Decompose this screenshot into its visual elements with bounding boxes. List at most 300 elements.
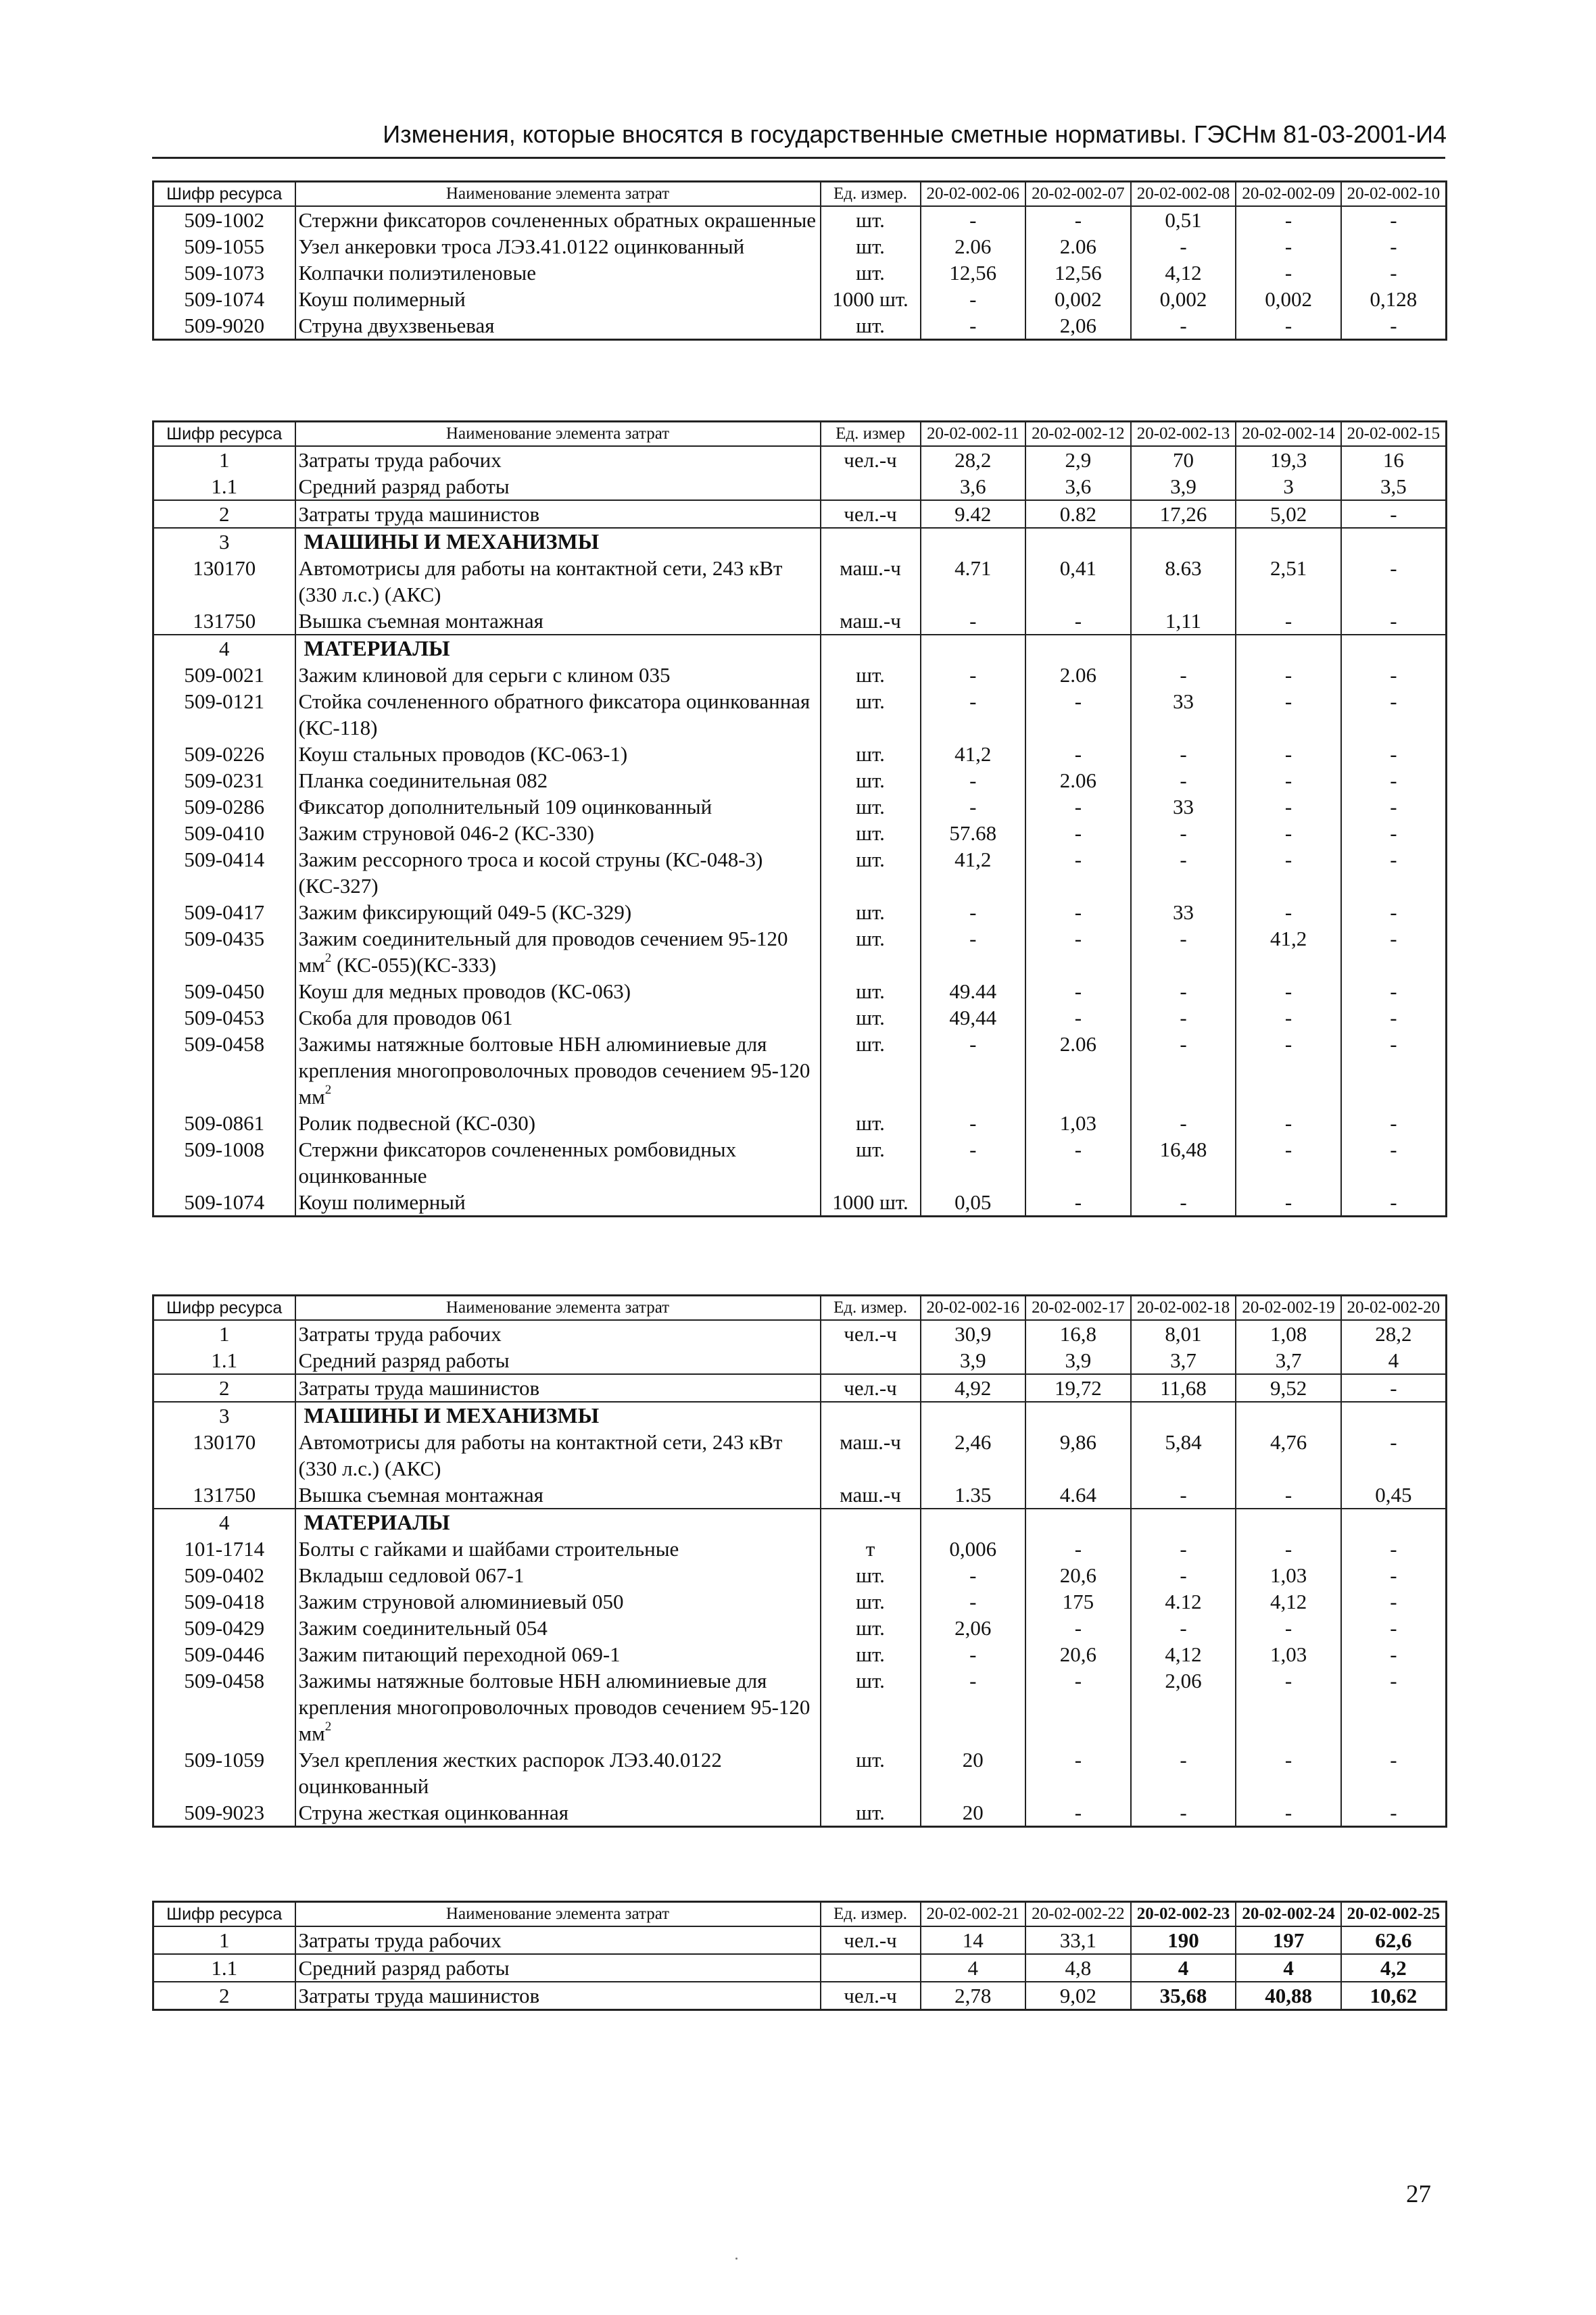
unit-of-measure <box>821 473 921 500</box>
resource-name <box>295 1189 821 1217</box>
table-row <box>153 1004 1447 1031</box>
norm-value: - <box>1131 1747 1236 1799</box>
table-row <box>153 1667 1447 1747</box>
column-header-norm-code: 20-02-002-19 <box>1236 1296 1341 1321</box>
norm-value: 2,06 <box>1025 312 1131 340</box>
norm-value: 2,06 <box>921 1615 1026 1641</box>
norm-value: - <box>1236 1004 1341 1031</box>
resource-name <box>295 635 821 662</box>
norm-value: - <box>921 1562 1026 1588</box>
column-header-cipher: Шифр ресурса <box>153 1902 295 1927</box>
resource-table <box>152 420 1447 1217</box>
norm-value: - <box>1390 1748 1397 1772</box>
page-header-title: Изменения, которые вносятся в государственные сметные нормативы. ГЭСНм 81-03-2001-И4 <box>383 120 1447 148</box>
resource-name <box>295 446 821 473</box>
resource-name-text: Затраты труда машинистов <box>298 1984 540 2007</box>
norm-value: 2.06 <box>1025 662 1131 688</box>
table-row <box>153 1747 1447 1799</box>
norm-value <box>1025 1402 1131 1429</box>
norm-value: - <box>1390 208 1397 232</box>
resource-code: 131750 <box>153 1482 295 1509</box>
norm-value: - <box>1236 899 1341 925</box>
column-header-norm-code: 20-02-002-06 <box>921 182 1026 207</box>
resource-name-text: Стержни фиксаторов сочлененных обратных окрашенные <box>298 208 817 232</box>
norm-value: - <box>921 794 1026 820</box>
norm-value: 49,44 <box>921 1004 1026 1031</box>
resource-name-text: Ролик подвесной (КС-030) <box>298 1111 536 1135</box>
norm-value: 3,9 <box>1131 473 1236 500</box>
unit-of-measure: шт. <box>821 925 921 978</box>
resource-code: 509-0021 <box>184 663 265 687</box>
norm-value: - <box>921 688 1026 741</box>
resource-code: 509-0231 <box>184 769 265 792</box>
norm-value: 3,9 <box>1025 1347 1131 1374</box>
norm-value: - <box>1025 846 1131 899</box>
norm-value: - <box>1236 1747 1341 1799</box>
resource-name <box>295 794 821 820</box>
norm-value: - <box>921 312 1026 340</box>
resource-name <box>295 1004 821 1031</box>
norm-value: - <box>1025 1667 1131 1747</box>
resource-name <box>295 555 821 608</box>
resource-name-text: Зажим клиновой для серьги с клином 035 <box>298 663 671 687</box>
resource-name <box>295 1641 821 1667</box>
norm-value: - <box>1390 795 1397 819</box>
table-row <box>153 1136 1447 1189</box>
resource-name-text: Автомотрисы для работы на контактной сети, 243 кВт (330 л.с.) (АКС) <box>298 556 783 606</box>
norm-value: 0,45 <box>1341 1482 1447 1509</box>
norm-value: 33 <box>1131 794 1236 820</box>
resource-name-text: МАТЕРИАЛЫ <box>304 1510 450 1534</box>
unit-of-measure: шт. <box>821 1136 921 1189</box>
resource-name <box>295 608 821 635</box>
norm-value <box>1236 528 1341 555</box>
column-header-norm-code: 20-02-002-20 <box>1341 1296 1447 1321</box>
norm-value: - <box>921 925 1026 978</box>
norm-value: 33 <box>1131 899 1236 925</box>
column-header-norm-code: 20-02-002-07 <box>1025 182 1131 207</box>
norm-value: - <box>1390 663 1397 687</box>
resource-name-text: МАШИНЫ И МЕХАНИЗМЫ <box>304 529 600 554</box>
norm-value: 16,48 <box>1131 1136 1236 1189</box>
norm-value: - <box>921 1110 1026 1136</box>
unit-of-measure <box>821 1347 921 1374</box>
superscript: 2 <box>324 1083 332 1097</box>
norm-value <box>1236 635 1341 662</box>
resource-name <box>295 1982 821 2010</box>
norm-value: 4,2 <box>1341 1954 1447 1982</box>
resource-name <box>295 286 821 312</box>
norm-value: 0,51 <box>1131 206 1236 233</box>
norm-value: - <box>1025 1747 1131 1799</box>
table-row <box>153 1615 1447 1641</box>
norm-value: - <box>1131 1562 1236 1588</box>
resource-name-text: Средний разряд работы <box>298 1348 510 1372</box>
norm-value <box>1025 635 1131 662</box>
table-row <box>153 1954 1447 1982</box>
unit-of-measure: чел.-ч <box>821 1320 921 1347</box>
norm-value: - <box>1236 1136 1341 1189</box>
table-row <box>153 635 1447 662</box>
norm-value: - <box>1390 821 1397 845</box>
norm-value: - <box>1341 608 1447 635</box>
norm-value: 17,26 <box>1131 500 1236 528</box>
table-row <box>153 1536 1447 1562</box>
resource-name <box>295 741 821 767</box>
resource-name <box>295 820 821 846</box>
resource-name-text: Зажимы натяжные болтовые НБН алюминиевые для крепления многопроволочных проводов сечением 95-120 мм <box>298 1032 811 1108</box>
resource-name-text: Средний разряд работы <box>298 474 510 498</box>
table-row <box>153 1482 1447 1509</box>
norm-value: - <box>1236 978 1341 1004</box>
resource-name <box>295 1926 821 1954</box>
resource-name <box>295 1429 821 1482</box>
norm-value: - <box>1131 1189 1236 1217</box>
norm-value: 9,86 <box>1025 1429 1131 1482</box>
table-row <box>153 1799 1447 1827</box>
table-row <box>153 820 1447 846</box>
resource-name <box>295 846 821 899</box>
unit-of-measure <box>821 635 921 662</box>
column-header-norm-code: 20-02-002-14 <box>1236 422 1341 447</box>
scan-speck <box>735 2258 737 2260</box>
table-row <box>153 1429 1447 1482</box>
resource-name-text: Колпачки полиэтиленовые <box>298 261 537 285</box>
column-header-unit: Ед. измер. <box>821 1902 921 1927</box>
table-row <box>153 767 1447 794</box>
resource-code: 509-1059 <box>184 1748 265 1772</box>
norm-value: 70 <box>1131 446 1236 473</box>
norm-value: - <box>1390 979 1397 1003</box>
norm-value: 3,7 <box>1131 1347 1236 1374</box>
norm-value: 4.12 <box>1131 1588 1236 1615</box>
norm-value: 40,88 <box>1236 1982 1341 2010</box>
table-row <box>153 233 1447 260</box>
unit-of-measure: 1000 шт. <box>821 1189 921 1217</box>
table-row <box>153 1031 1447 1110</box>
column-header-norm-code: 20-02-002-11 <box>921 422 1026 447</box>
column-header-norm-code: 20-02-002-10 <box>1341 182 1447 207</box>
norm-value: - <box>1390 1032 1397 1056</box>
norm-value: - <box>1236 767 1341 794</box>
norm-value: - <box>1390 900 1397 924</box>
column-header-norm-code: 20-02-002-13 <box>1131 422 1236 447</box>
norm-value: - <box>1390 261 1397 285</box>
table-row <box>153 662 1447 688</box>
column-header-norm-code: 20-02-002-25 <box>1341 1902 1447 1927</box>
norm-value: 35,68 <box>1131 1982 1236 2010</box>
resource-name <box>295 1374 821 1402</box>
resource-name-text: Зажим фиксирующий 049-5 (КС-329) <box>298 900 632 924</box>
resource-code: 509-1002 <box>184 208 265 232</box>
unit-of-measure: маш.-ч <box>821 608 921 635</box>
table-row <box>153 1562 1447 1588</box>
norm-value: 20 <box>921 1747 1026 1799</box>
norm-value: - <box>1390 235 1397 258</box>
resource-name-text: Планка соединительная 082 <box>298 769 548 792</box>
norm-value: 57.68 <box>921 820 1026 846</box>
norm-value: - <box>1390 1111 1397 1135</box>
superscript: 2 <box>324 1720 332 1734</box>
norm-value: 3,7 <box>1236 1347 1341 1374</box>
resource-name <box>295 1615 821 1641</box>
norm-value: 41,2 <box>921 846 1026 899</box>
table-row <box>153 312 1447 340</box>
norm-value: - <box>1236 846 1341 899</box>
resource-name-text: Фиксатор дополнительный 109 оцинкованный <box>298 795 712 819</box>
unit-of-measure: шт. <box>821 1641 921 1667</box>
table-row <box>153 741 1447 767</box>
norm-value: 2,9 <box>1025 446 1131 473</box>
norm-value: 8.63 <box>1131 555 1236 608</box>
norm-value: 1,08 <box>1236 1320 1341 1347</box>
norm-value: - <box>1025 608 1131 635</box>
norm-value: 20,6 <box>1025 1562 1131 1588</box>
resource-name-text: Зажим струновой 046-2 (КС-330) <box>298 821 594 845</box>
norm-value: - <box>1131 1536 1236 1562</box>
column-header-name: Наименование элемента затрат <box>295 1902 821 1927</box>
norm-value: - <box>1341 500 1447 528</box>
resource-name-text: Коуш для медных проводов (КС-063) <box>298 979 631 1003</box>
norm-value: - <box>1236 1482 1341 1509</box>
unit-of-measure: шт. <box>821 1004 921 1031</box>
resource-name-text: МАТЕРИАЛЫ <box>304 636 450 660</box>
norm-value: - <box>1131 741 1236 767</box>
resource-name-text: Затраты труда машинистов <box>298 1376 540 1400</box>
resource-code: 509-0121 <box>184 689 265 713</box>
column-header-norm-code: 20-02-002-16 <box>921 1296 1026 1321</box>
norm-value: 3,6 <box>921 473 1026 500</box>
resource-table <box>152 1294 1447 1828</box>
column-header-unit: Ед. измер <box>821 422 921 447</box>
column-header-norm-code: 20-02-002-21 <box>921 1902 1026 1927</box>
norm-value: - <box>921 899 1026 925</box>
resource-name <box>295 899 821 925</box>
norm-value: 12,56 <box>1025 260 1131 286</box>
norm-value: 9,52 <box>1236 1374 1341 1402</box>
norm-value: - <box>1390 1138 1397 1161</box>
table-row <box>153 688 1447 741</box>
resource-code: 101-1714 <box>184 1537 265 1561</box>
resource-name <box>295 978 821 1004</box>
norm-value: 4,12 <box>1131 260 1236 286</box>
resource-name <box>295 312 821 340</box>
norm-value: 0,006 <box>921 1536 1026 1562</box>
norm-value: - <box>921 206 1026 233</box>
resource-code: 509-1008 <box>184 1138 265 1161</box>
resource-code: 509-1074 <box>184 287 265 311</box>
norm-value: - <box>1131 1482 1236 1509</box>
norm-value: 19,72 <box>1025 1374 1131 1402</box>
resource-code: 509-9023 <box>153 1799 295 1827</box>
resource-code: 509-0450 <box>184 979 265 1003</box>
column-header-unit: Ед. измер. <box>821 182 921 207</box>
norm-value: - <box>1341 312 1447 340</box>
resource-name-text: Стержни фиксаторов сочлененных ромбовидных оцинкованные <box>298 1138 737 1188</box>
norm-value: 16,8 <box>1025 1320 1131 1347</box>
column-header-norm-code: 20-02-002-22 <box>1025 1902 1131 1927</box>
norm-value: 2,78 <box>921 1982 1026 2010</box>
resource-code: 509-0414 <box>184 848 265 871</box>
norm-value: 16 <box>1382 448 1404 472</box>
norm-value: - <box>1236 688 1341 741</box>
norm-value: 4,12 <box>1131 1641 1236 1667</box>
norm-value: - <box>1390 1430 1397 1454</box>
table-row <box>153 1320 1447 1347</box>
norm-value: 41,2 <box>1236 925 1341 978</box>
norm-value: 33 <box>1131 688 1236 741</box>
norm-value: 33,1 <box>1025 1926 1131 1954</box>
resource-name-text: Струна жесткая оцинкованная <box>298 1801 569 1824</box>
unit-of-measure: шт. <box>821 767 921 794</box>
unit-of-measure: шт. <box>821 1562 921 1588</box>
unit-of-measure: шт. <box>821 846 921 899</box>
norm-value <box>1025 1509 1131 1536</box>
unit-of-measure: шт. <box>821 978 921 1004</box>
resource-name-text: Вкладыш седловой 067-1 <box>298 1563 525 1587</box>
norm-value: - <box>1236 1667 1341 1747</box>
resource-name <box>295 1031 821 1110</box>
resource-code: 509-0417 <box>184 900 265 924</box>
resource-name-text: Зажим питающий переходной 069-1 <box>298 1642 621 1666</box>
norm-value: 1.35 <box>921 1482 1026 1509</box>
resource-code: 1 <box>153 1926 295 1954</box>
resource-name-text: Зажим соединительный 054 <box>298 1616 548 1640</box>
page-number: 27 <box>1406 2180 1431 2208</box>
norm-value: - <box>1025 1799 1131 1827</box>
column-header-norm-code: 20-02-002-09 <box>1236 182 1341 207</box>
norm-value: 2.06 <box>1025 233 1131 260</box>
norm-value <box>921 1509 1026 1536</box>
resource-code: 3 <box>219 1404 230 1428</box>
norm-value: 1,03 <box>1025 1110 1131 1136</box>
column-header-norm-code: 20-02-002-15 <box>1341 422 1447 447</box>
norm-value: - <box>1236 206 1341 233</box>
unit-of-measure: шт. <box>821 1799 921 1827</box>
unit-of-measure: шт. <box>821 1588 921 1615</box>
norm-value: - <box>1341 1799 1447 1827</box>
norm-value: 1,11 <box>1131 608 1236 635</box>
unit-of-measure: шт. <box>821 233 921 260</box>
norm-value: 11,68 <box>1131 1374 1236 1402</box>
resource-name-text: Вышка съемная монтажная <box>298 1483 543 1507</box>
norm-value: - <box>1236 820 1341 846</box>
resource-name <box>295 473 821 500</box>
resource-name <box>295 1536 821 1562</box>
norm-value: 2.06 <box>1025 767 1131 794</box>
norm-value: - <box>1131 233 1236 260</box>
norm-value: - <box>1236 260 1341 286</box>
column-header-name: Наименование элемента затрат <box>295 422 821 447</box>
column-header-unit: Ед. измер. <box>821 1296 921 1321</box>
norm-value: 3 <box>1236 473 1341 500</box>
resource-code: 509-0226 <box>184 742 265 766</box>
column-header-norm-code: 20-02-002-17 <box>1025 1296 1131 1321</box>
table-header-row <box>153 182 1447 207</box>
norm-value: - <box>1236 1799 1341 1827</box>
table-row <box>153 1588 1447 1615</box>
superscript: 2 <box>324 951 332 965</box>
norm-value: - <box>1025 741 1131 767</box>
norm-value: 0.82 <box>1025 500 1131 528</box>
norm-value: - <box>1390 556 1397 580</box>
table-row <box>153 1982 1447 2010</box>
norm-value: - <box>1236 794 1341 820</box>
norm-value: 49.44 <box>921 978 1026 1004</box>
resource-name <box>295 1402 821 1429</box>
norm-value: 175 <box>1025 1588 1131 1615</box>
resource-name-text: Зажим рессорного троса и косой струны (КС-048-3) (КС-327) <box>298 848 763 898</box>
unit-of-measure: шт. <box>821 1031 921 1110</box>
norm-value: - <box>921 1031 1026 1110</box>
norm-value: - <box>1390 1537 1397 1561</box>
resource-code: 131750 <box>153 608 295 635</box>
resource-code: 509-0435 <box>184 927 265 950</box>
table-row <box>153 555 1447 608</box>
unit-of-measure: шт. <box>821 899 921 925</box>
resource-code: 130170 <box>193 556 256 580</box>
norm-value: - <box>1390 742 1397 766</box>
norm-value: 0,41 <box>1025 555 1131 608</box>
resource-code: 1 <box>219 1322 230 1346</box>
resource-name <box>295 206 821 233</box>
resource-name <box>295 925 821 978</box>
resource-name-text: Стойка сочлененного обратного фиксатора оцинкованная (КС-118) <box>298 689 811 739</box>
table-row <box>153 608 1447 635</box>
column-header-norm-code: 20-02-002-12 <box>1025 422 1131 447</box>
resource-code: 1.1 <box>153 1347 295 1374</box>
norm-value: - <box>1390 1563 1397 1587</box>
resource-name-text: Затраты труда рабочих <box>298 1928 502 1952</box>
table-row <box>153 500 1447 528</box>
header-rule <box>152 157 1445 159</box>
unit-of-measure: шт. <box>821 741 921 767</box>
unit-of-measure: шт. <box>821 794 921 820</box>
resource-code: 2 <box>153 1374 295 1402</box>
norm-value: 10,62 <box>1341 1982 1447 2010</box>
unit-of-measure <box>821 1509 921 1536</box>
resource-code: 509-1073 <box>184 261 265 285</box>
table-row <box>153 1509 1447 1536</box>
norm-value <box>1341 1509 1447 1536</box>
norm-value: - <box>1025 1536 1131 1562</box>
unit-of-measure: маш.-ч <box>821 555 921 608</box>
table-row <box>153 1110 1447 1136</box>
resource-code: 509-0402 <box>184 1563 265 1587</box>
table-header-row <box>153 1902 1447 1927</box>
norm-value: 3,9 <box>921 1347 1026 1374</box>
resource-name <box>295 260 821 286</box>
norm-value: - <box>1390 1590 1397 1613</box>
norm-value: - <box>1236 741 1341 767</box>
column-header-name: Наименование элемента затрат <box>295 182 821 207</box>
resource-code: 509-0286 <box>184 795 265 819</box>
norm-value: 2,46 <box>921 1429 1026 1482</box>
table-row <box>153 925 1447 978</box>
norm-value: 0,002 <box>1025 286 1131 312</box>
norm-value <box>1025 528 1131 555</box>
resource-code: 3 <box>219 530 230 554</box>
norm-value: 3,6 <box>1025 473 1131 500</box>
unit-of-measure: шт. <box>821 260 921 286</box>
resource-code: 2 <box>153 1982 295 2010</box>
norm-value: - <box>921 662 1026 688</box>
norm-value <box>1131 1402 1236 1429</box>
norm-value: 0,128 <box>1370 287 1418 311</box>
resource-name <box>295 1588 821 1615</box>
norm-value: 5,84 <box>1131 1429 1236 1482</box>
resource-name <box>295 662 821 688</box>
